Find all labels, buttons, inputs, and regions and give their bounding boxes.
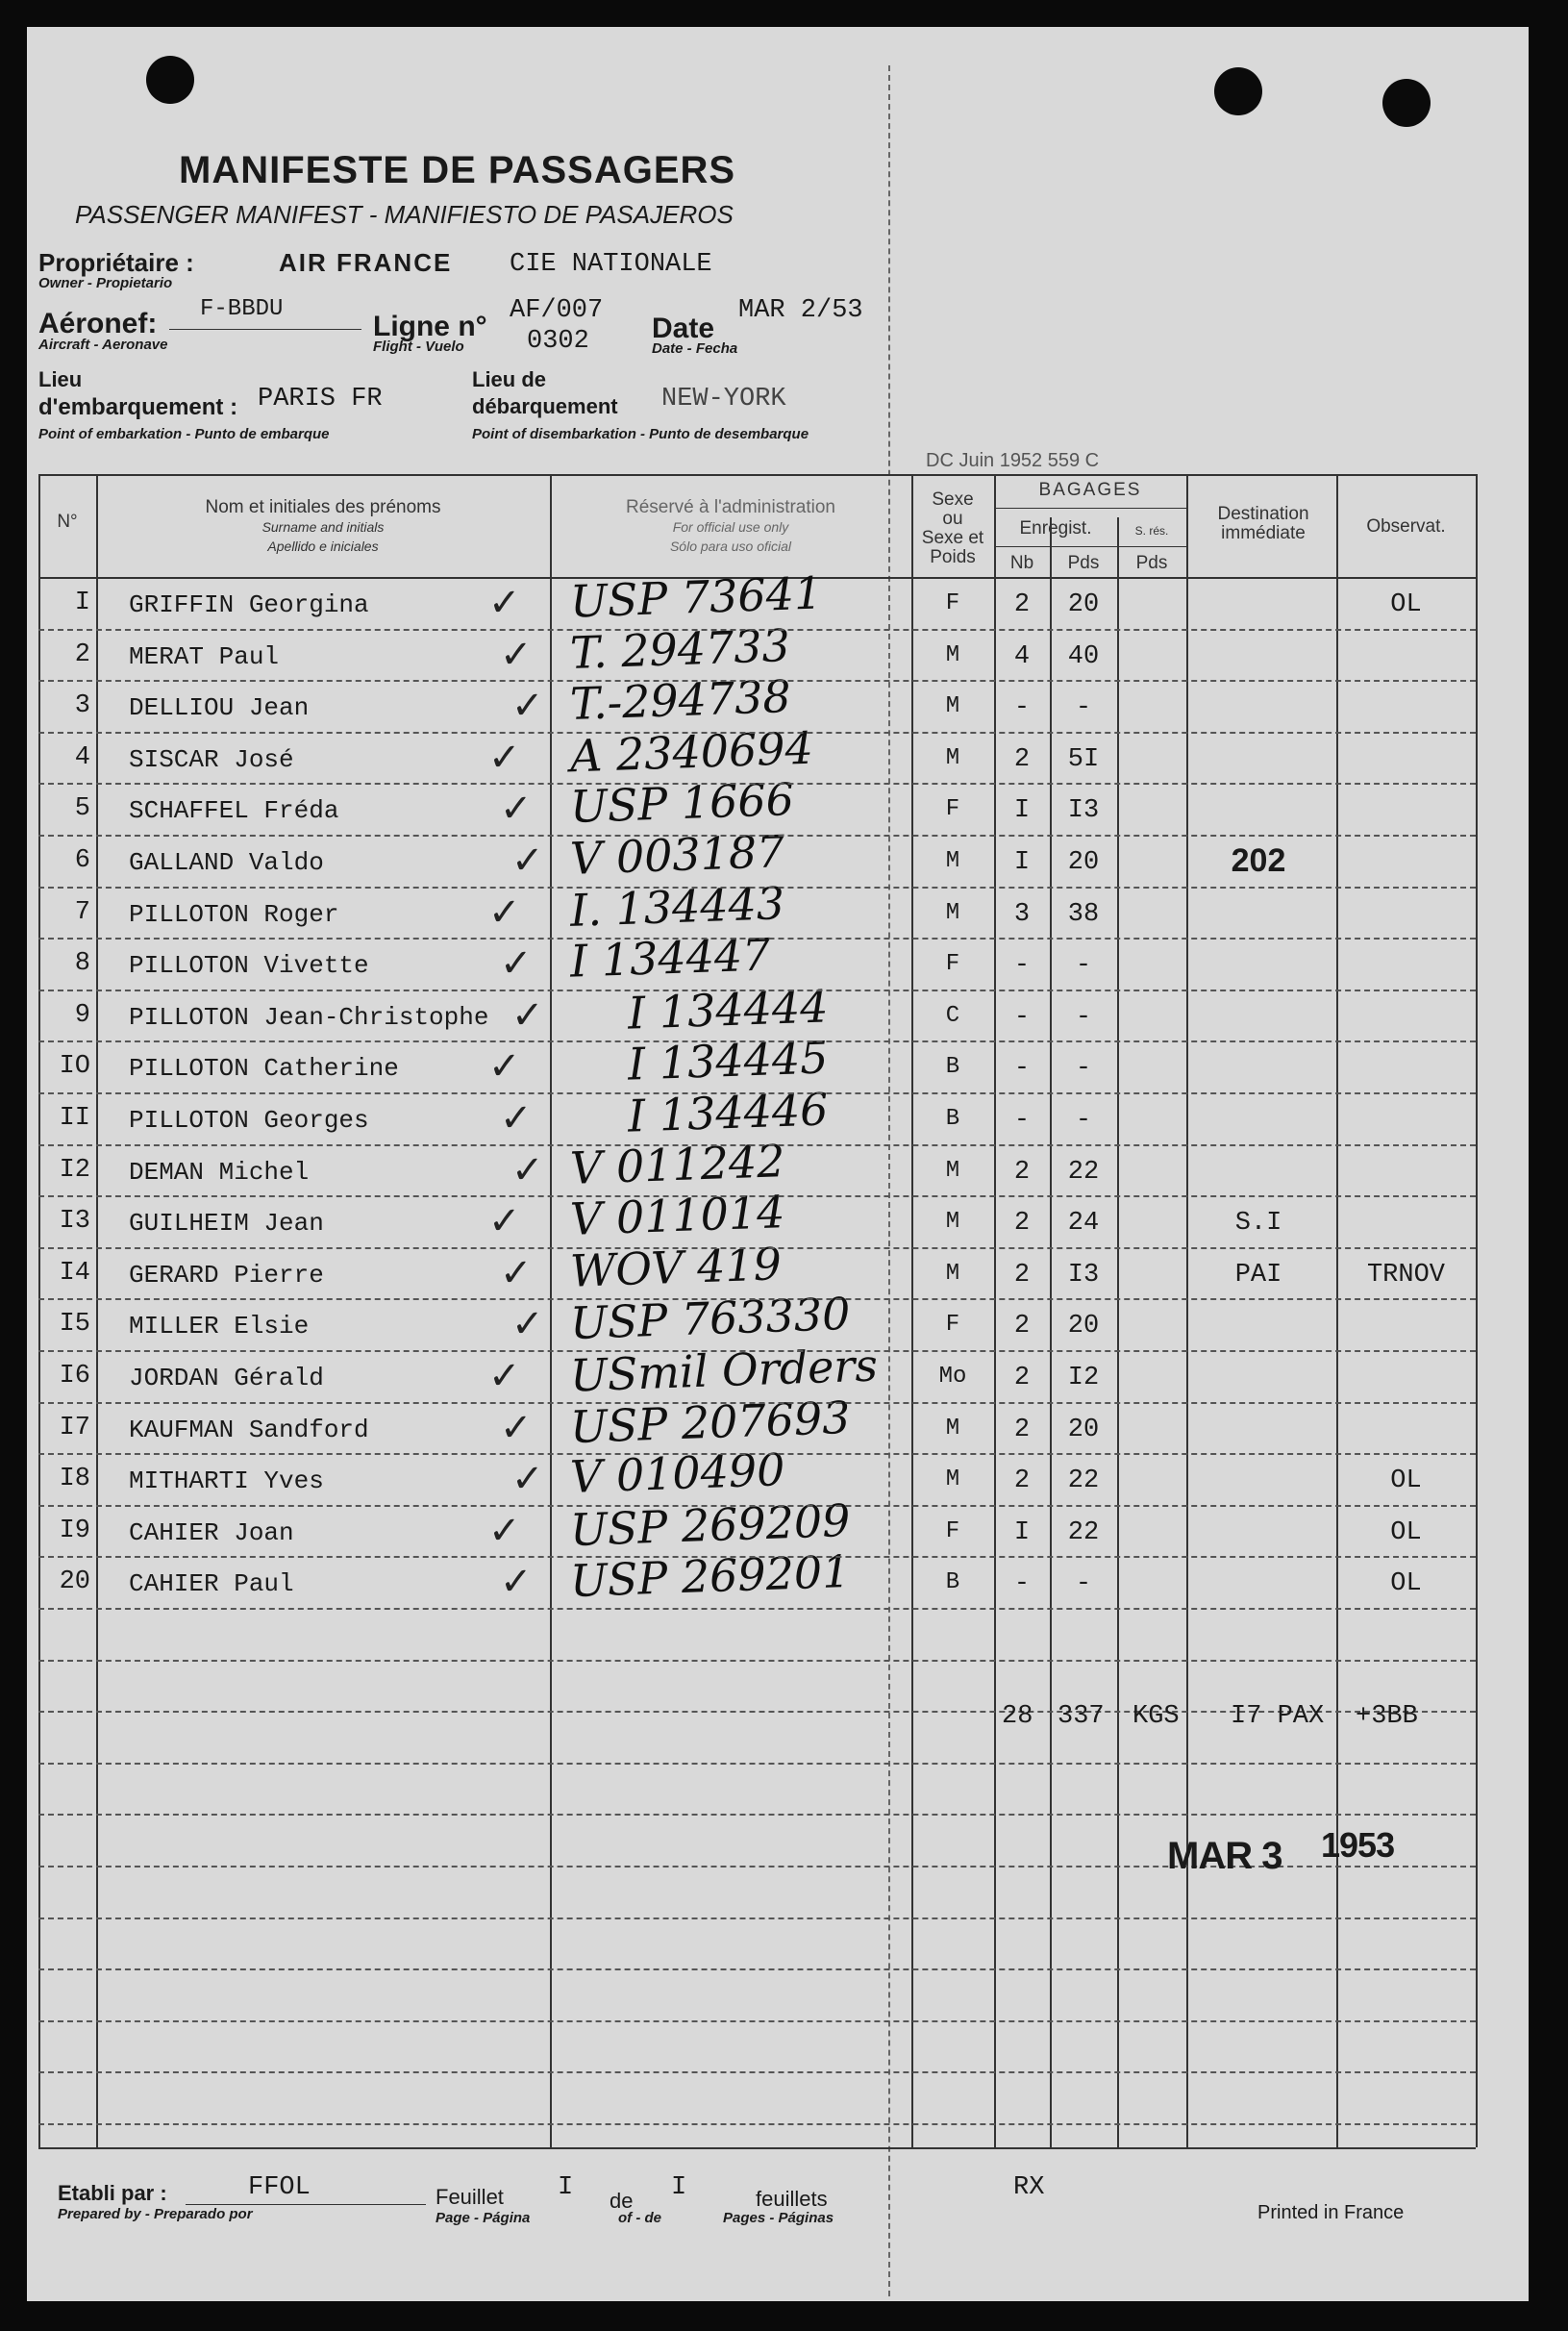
- of-value: I: [671, 2173, 687, 2202]
- date-label: Date: [652, 313, 715, 344]
- col-s-res: S. rés.: [1134, 524, 1169, 538]
- date-sub-label: Date - Fecha: [652, 340, 738, 357]
- baggage-count: -: [1013, 1106, 1031, 1135]
- destination: PAI: [1234, 1260, 1282, 1290]
- row-number: I3: [59, 1207, 90, 1237]
- sex-code: F: [945, 1312, 960, 1339]
- sex-code: F: [945, 796, 960, 823]
- punch-hole-right-2: [1382, 79, 1431, 127]
- col-baggage-heading: BAGAGES: [1038, 480, 1142, 500]
- passport-number: WOV 419: [569, 1237, 783, 1297]
- sex-code: Mo: [938, 1364, 967, 1390]
- sex-code: M: [945, 641, 960, 668]
- check-mark-icon: ✓: [511, 1147, 544, 1192]
- sex-code: M: [945, 1209, 960, 1236]
- baggage-weight: 20: [1067, 1415, 1100, 1444]
- total-weight: 337: [1058, 1702, 1105, 1731]
- row-number: 9: [74, 1000, 90, 1030]
- baggage-count: I: [1013, 796, 1031, 826]
- passenger-name: KAUFMAN Sandford: [129, 1415, 369, 1444]
- baggage-count: -: [1013, 951, 1031, 981]
- passport-number: USP 763330: [569, 1288, 852, 1350]
- row-number: 2: [74, 639, 90, 669]
- col-nb: Nb: [1009, 553, 1034, 573]
- total-unit: KGS: [1132, 1702, 1180, 1731]
- baggage-weight: 38: [1067, 899, 1100, 929]
- passport-number: V 010490: [569, 1443, 786, 1504]
- passport-number: USP 269201: [569, 1545, 852, 1608]
- sheet-sub: Page - Página: [436, 2210, 531, 2226]
- owner-extra: CIE NATIONALE: [510, 250, 712, 279]
- col-pds: Pds: [1067, 553, 1100, 573]
- col-registered: Enregist.: [1019, 518, 1092, 539]
- disembark-value: NEW-YORK: [661, 385, 786, 414]
- owner-value: AIR FRANCE: [279, 248, 453, 277]
- passenger-name: GALLAND Valdo: [129, 848, 324, 877]
- check-mark-icon: ✓: [488, 890, 521, 935]
- passenger-name: SCHAFFEL Fréda: [129, 796, 339, 826]
- punch-hole-right-1: [1214, 67, 1262, 115]
- col-destination: Destination immédiate: [1217, 504, 1309, 543]
- owner-sub-label: Owner - Propietario: [38, 275, 173, 291]
- disembark-label-1: Lieu de: [472, 367, 547, 391]
- embark-value: PARIS FR: [258, 385, 383, 414]
- observation: OL: [1390, 1517, 1422, 1547]
- received-stamp-year: 1953: [1321, 1825, 1395, 1865]
- col-pds-2: Pds: [1135, 553, 1168, 573]
- baggage-count: -: [1013, 1569, 1031, 1599]
- baggage-count: 2: [1013, 1466, 1031, 1496]
- row-number: 3: [74, 691, 90, 721]
- baggage-count: 2: [1013, 1364, 1031, 1392]
- passenger-name: PILLOTON Catherine: [129, 1054, 399, 1084]
- destination: S.I: [1234, 1209, 1282, 1239]
- baggage-weight: 24: [1067, 1209, 1100, 1239]
- col-sex-heading: Sexe ou Sexe et Poids: [921, 489, 984, 567]
- passport-number: USmil Orders: [569, 1339, 879, 1402]
- disembark-sub-label: Point of disembarkation - Punto de desembarque: [472, 426, 809, 442]
- check-mark-icon: ✓: [511, 992, 544, 1038]
- prepared-by-label: Etabli par :: [58, 2181, 167, 2205]
- passport-number: T.-294738: [569, 670, 792, 731]
- passport-number: I 134445: [627, 1031, 830, 1091]
- received-stamp-date: MAR 3: [1167, 1835, 1282, 1877]
- passport-number: USP 207693: [569, 1391, 852, 1453]
- manifest-sheet: [27, 27, 1529, 2301]
- passport-number: USP 73641: [569, 566, 824, 628]
- passenger-name: MILLER Elsie: [129, 1312, 310, 1341]
- baggage-weight: 20: [1067, 848, 1100, 877]
- row-number: IO: [59, 1052, 90, 1082]
- baggage-weight: 22: [1067, 1157, 1100, 1187]
- check-mark-icon: ✓: [511, 1457, 544, 1502]
- baggage-count: -: [1013, 693, 1031, 723]
- passenger-name: MERAT Paul: [129, 641, 280, 671]
- check-mark-icon: ✓: [500, 941, 533, 987]
- passenger-name: PILLOTON Georges: [129, 1106, 369, 1135]
- prepared-by-sub: Prepared by - Preparado por: [58, 2206, 253, 2222]
- baggage-count: 2: [1013, 1209, 1031, 1239]
- check-mark-icon: ✓: [488, 735, 521, 780]
- baggage-count: 3: [1013, 899, 1031, 929]
- check-mark-icon: ✓: [488, 1199, 521, 1244]
- total-pax: I7 PAX: [1231, 1702, 1325, 1731]
- sex-code: M: [945, 1415, 960, 1441]
- check-mark-icon: ✓: [488, 1354, 521, 1398]
- embark-sub-label: Point of embarkation - Punto de embarque: [38, 426, 330, 442]
- sex-code: M: [945, 848, 960, 874]
- of-sub: of - de: [618, 2210, 661, 2226]
- row-number: 4: [74, 742, 90, 772]
- baggage-weight: 20: [1067, 590, 1100, 619]
- check-mark-icon: ✓: [511, 839, 544, 883]
- row-number: I8: [59, 1465, 90, 1494]
- baggage-count: 2: [1013, 590, 1031, 619]
- baggage-weight: I3: [1067, 796, 1100, 826]
- row-number: 6: [74, 846, 90, 875]
- baggage-count: -: [1013, 1002, 1031, 1032]
- passport-number: I 134447: [569, 928, 772, 988]
- passenger-name: CAHIER Paul: [129, 1569, 294, 1599]
- baggage-count: 4: [1013, 641, 1031, 671]
- row-number: I6: [59, 1362, 90, 1391]
- embark-label-2: d'embarquement :: [38, 394, 238, 420]
- baggage-count: 2: [1013, 1260, 1031, 1290]
- total-bb: +3BB: [1356, 1702, 1418, 1731]
- sheet-value: I: [558, 2173, 574, 2202]
- passport-number: V 003187: [569, 825, 786, 885]
- baggage-weight: 40: [1067, 641, 1100, 671]
- baggage-weight: -: [1075, 1569, 1092, 1599]
- prepared-by-value: FFOL: [248, 2173, 311, 2202]
- check-mark-icon: ✓: [488, 1044, 521, 1090]
- sheet-label: Feuillet: [436, 2185, 504, 2209]
- passenger-name: PILLOTON Vivette: [129, 951, 369, 981]
- sheets-sub: Pages - Páginas: [723, 2210, 834, 2226]
- fold-line: [888, 65, 890, 2296]
- row-number: I9: [59, 1516, 90, 1545]
- observation: TRNOV: [1366, 1260, 1445, 1290]
- total-bags: 28: [1002, 1702, 1033, 1731]
- check-mark-icon: ✓: [500, 632, 533, 677]
- sex-code: B: [945, 1054, 960, 1081]
- rx-mark: RX: [1013, 2173, 1045, 2202]
- baggage-weight: I3: [1067, 1260, 1100, 1290]
- sex-code: F: [945, 1517, 960, 1544]
- baggage-count: 2: [1013, 1157, 1031, 1187]
- sheets-label: feuillets: [756, 2187, 828, 2211]
- passenger-name: GUILHEIM Jean: [129, 1209, 324, 1239]
- date-value: MAR 2/53: [738, 296, 863, 325]
- row-number: I: [74, 589, 90, 617]
- sex-code: F: [945, 590, 960, 616]
- form-code: DC Juin 1952 559 C: [926, 450, 1100, 471]
- baggage-weight: -: [1075, 951, 1092, 981]
- observation: OL: [1390, 590, 1422, 619]
- passenger-name: DEMAN Michel: [129, 1157, 310, 1187]
- sex-code: C: [945, 1002, 960, 1029]
- sex-code: M: [945, 1260, 960, 1287]
- observation: OL: [1390, 1569, 1422, 1599]
- check-mark-icon: ✓: [500, 787, 533, 832]
- passenger-name: DELLIOU Jean: [129, 693, 310, 723]
- baggage-count: -: [1013, 1054, 1031, 1084]
- owner-label: Propriétaire :: [38, 248, 194, 277]
- passenger-name: PILLOTON Jean-Christophe: [129, 1002, 489, 1032]
- baggage-count: I: [1013, 1517, 1031, 1547]
- passenger-name: PILLOTON Roger: [129, 899, 339, 929]
- observation: OL: [1390, 1466, 1422, 1496]
- disembark-label-2: débarquement: [472, 394, 618, 418]
- passenger-name: MITHARTI Yves: [129, 1466, 324, 1496]
- passport-number: USP 1666: [569, 773, 795, 834]
- row-number: I2: [59, 1155, 90, 1185]
- baggage-count: 2: [1013, 1415, 1031, 1444]
- check-mark-icon: ✓: [488, 581, 521, 625]
- row-number: 7: [74, 897, 90, 927]
- destination: 202: [1231, 842, 1286, 879]
- baggage-count: I: [1013, 848, 1031, 877]
- sex-code: B: [945, 1106, 960, 1132]
- passenger-name: CAHIER Joan: [129, 1517, 294, 1547]
- sex-code: M: [945, 1157, 960, 1184]
- baggage-weight: I2: [1067, 1364, 1100, 1392]
- passport-number: A 2340694: [569, 721, 814, 783]
- flight-line-value: AF/007: [510, 296, 604, 325]
- row-number: 20: [59, 1567, 90, 1597]
- page-title: MANIFESTE DE PASSAGERS: [179, 149, 736, 191]
- sex-code: M: [945, 693, 960, 720]
- baggage-weight: 22: [1067, 1517, 1100, 1547]
- baggage-weight: -: [1075, 1054, 1092, 1084]
- passenger-name: JORDAN Gérald: [129, 1364, 324, 1392]
- check-mark-icon: ✓: [511, 684, 544, 729]
- check-mark-icon: ✓: [500, 1096, 533, 1140]
- sex-code: M: [945, 1466, 960, 1493]
- passport-number: V 011014: [569, 1186, 786, 1246]
- sex-code: M: [945, 744, 960, 771]
- sex-code: F: [945, 951, 960, 978]
- flight-line-sub-label: Flight - Vuelo: [373, 338, 464, 355]
- of-label: de: [610, 2189, 634, 2213]
- punch-hole-left: [146, 56, 194, 104]
- sex-code: B: [945, 1569, 960, 1596]
- passenger-name: SISCAR José: [129, 744, 294, 774]
- row-number: II: [59, 1104, 90, 1133]
- passport-number: T. 294733: [569, 618, 791, 679]
- baggage-count: 2: [1013, 744, 1031, 774]
- passport-number: V 011242: [569, 1134, 786, 1194]
- passport-number: I 134444: [627, 980, 830, 1040]
- baggage-count: 2: [1013, 1312, 1031, 1341]
- row-number: 8: [74, 949, 90, 979]
- passport-number: I 134446: [627, 1083, 830, 1142]
- check-mark-icon: ✓: [500, 1405, 533, 1450]
- check-mark-icon: ✓: [500, 1250, 533, 1295]
- page-subtitle: PASSENGER MANIFEST - MANIFIESTO DE PASAJEROS: [75, 200, 734, 229]
- aircraft-value: F-BBDU: [200, 296, 284, 322]
- embark-label-1: Lieu: [38, 367, 83, 391]
- printed-in-france: Printed in France: [1257, 2202, 1405, 2223]
- flight-line-label: Ligne n°: [373, 311, 487, 342]
- baggage-weight: -: [1075, 1106, 1092, 1135]
- col-name-heading: Nom et initiales des prénoms Surname and initials Apellido e iniciales: [205, 497, 441, 554]
- passenger-name: GERARD Pierre: [129, 1260, 324, 1290]
- row-number: I5: [59, 1310, 90, 1340]
- check-mark-icon: ✓: [500, 1560, 533, 1605]
- baggage-weight: 5I: [1067, 744, 1100, 774]
- passport-number: I. 134443: [569, 876, 785, 937]
- aircraft-label: Aéronef:: [38, 308, 158, 339]
- baggage-weight: -: [1075, 693, 1092, 723]
- flight-line-value-2: 0302: [527, 327, 589, 356]
- col-admin-heading: Réservé à l'administration For official use only Sólo para uso oficial: [626, 497, 835, 554]
- col-observation: Observat.: [1366, 516, 1446, 537]
- check-mark-icon: ✓: [511, 1302, 544, 1347]
- baggage-weight: 22: [1067, 1466, 1100, 1496]
- baggage-weight: -: [1075, 1002, 1092, 1032]
- baggage-weight: 20: [1067, 1312, 1100, 1341]
- col-no: N°: [57, 512, 78, 532]
- check-mark-icon: ✓: [488, 1508, 521, 1553]
- aircraft-sub-label: Aircraft - Aeronave: [38, 337, 168, 353]
- row-number: I4: [59, 1258, 90, 1288]
- row-number: I7: [59, 1413, 90, 1442]
- row-number: 5: [74, 794, 90, 824]
- passenger-name: GRIFFIN Georgina: [129, 590, 369, 619]
- sex-code: M: [945, 899, 960, 926]
- passport-number: USP 269209: [569, 1493, 852, 1556]
